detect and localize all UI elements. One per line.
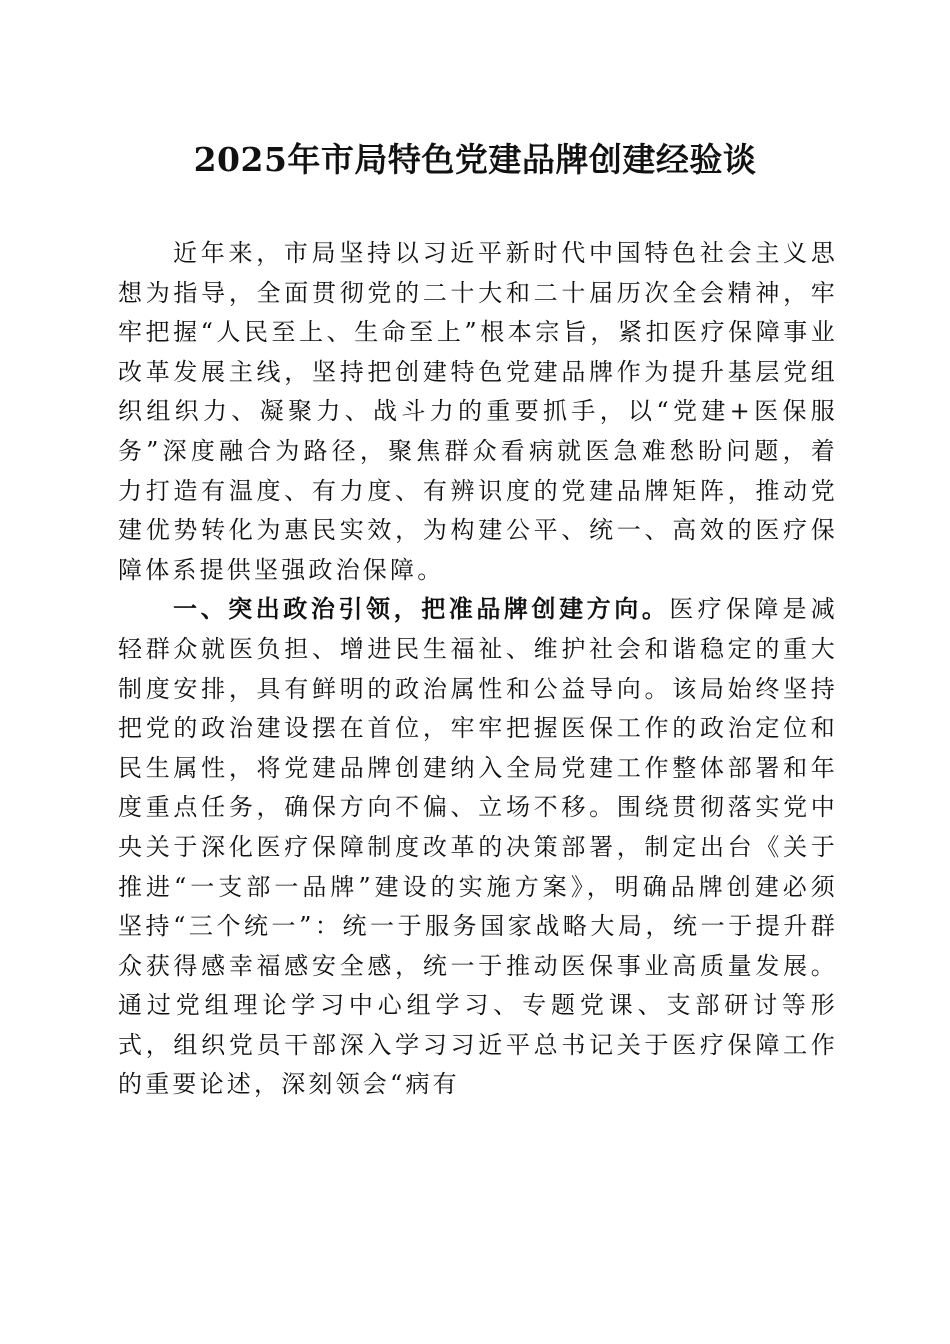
section-one-heading: 一、突出政治引领，把准品牌创建方向。 bbox=[173, 595, 670, 624]
section-one-text: 医疗保障是减轻群众就医负担、增进民生福祉、维护社会和谐稳定的重大制度安排，具有鲜明的政治属性和公益导向。该局始终坚持把党的政治建设摆在首位，牢牢把握医保工作的政治定位和民生属性，将党建品牌创建纳入全局党建工作整体部署和年度重点任务，确保方向不偏、立场不移。围绕贯彻落实党中央关于深化医疗保障制度改革的决策部署，制定出台《关于推进“一支部一品牌”建设的实施方案》，明确品牌创建必须坚持“三个统一”：统一于服务国家战略大局，统一于提升群众获得感幸福感安全感，统一于推动医保事业高质量发展。通过党组理论学习中心组学习、专题党课、支部研讨等形式，组织党员干部深入学习习近平总书记关于医疗保障工作的重要论述，深刻领会“病有 bbox=[118, 595, 838, 1099]
intro-paragraph: 近年来，市局坚持以习近平新时代中国特色社会主义思想为指导，全面贯彻党的二十大和二十届历次全会精神，牢牢把握“人民至上、生命至上”根本宗旨，紧扣医疗保障事业改革发展主线，坚持把创建特色党建品牌作为提升基层党组织组织力、凝聚力、战斗力的重要抓手，以“党建+医保服务”深度融合为路径，聚焦群众看病就医急难愁盼问题，着力打造有温度、有力度、有辨识度的党建品牌矩阵，推动党建优势转化为惠民实效，为构建公平、统一、高效的医疗保障体系提供坚强政治保障。 bbox=[118, 239, 838, 584]
section-one-paragraph bbox=[118, 590, 838, 1105]
document-title: 2025年市局特色党建品牌创建经验谈 bbox=[193, 140, 757, 179]
document-body bbox=[118, 234, 838, 1105]
